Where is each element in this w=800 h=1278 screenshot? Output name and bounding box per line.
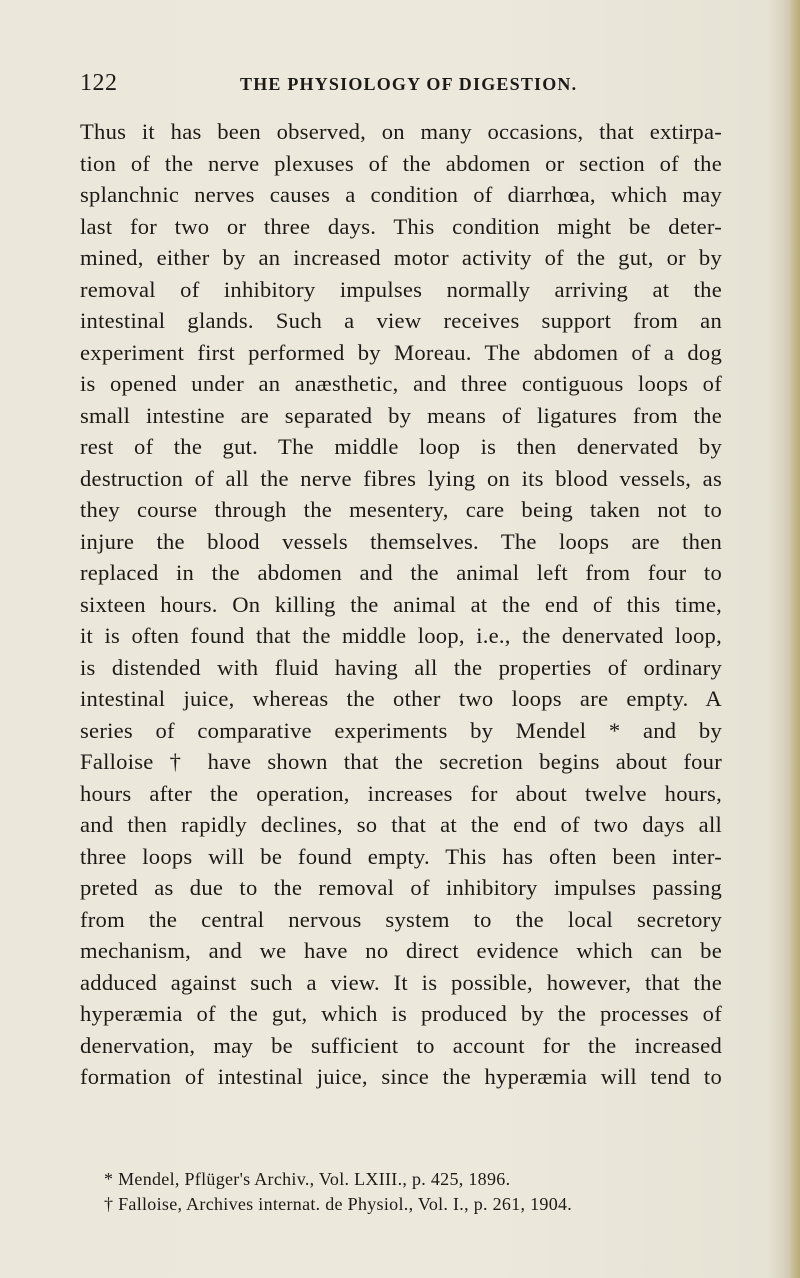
text-line: experiment first performed by Moreau. The abdomen of a dog	[80, 339, 722, 365]
text-line: replaced in the abdomen and the animal left from four to	[80, 560, 722, 586]
text-line: hyperæmia of the gut, which is produced by the processes of	[80, 1001, 722, 1027]
text-line: sixteen hours. On killing the animal at the end of this time,	[80, 591, 722, 617]
text-line: preted as due to the removal of inhibitory impulses passing	[80, 875, 722, 901]
footnotes	[104, 1167, 724, 1217]
text-line: last for two or three days. This condition might be deter-	[80, 213, 722, 239]
page-edge	[788, 0, 800, 1278]
text-line: intestinal juice, whereas the other two loops are empty. A	[80, 686, 722, 712]
text-line: mechanism, and we have no direct evidence which can be	[80, 938, 722, 964]
text-line: intestinal glands. Such a view receives support from an	[80, 308, 722, 334]
footnote-falloise: † Falloise, Archives internat. de Physiol., Vol. I., p. 261, 1904.	[104, 1194, 573, 1214]
text-line: small intestine are separated by means of ligatures from the	[80, 402, 722, 428]
text-line: hours after the operation, increases for about twelve hours,	[80, 780, 722, 806]
text-line: is distended with fluid having all the properties of ordinary	[80, 654, 722, 680]
text-line: is opened under an anæsthetic, and three contiguous loops of	[80, 371, 722, 397]
body-paragraph	[80, 116, 722, 1093]
text-line: from the central nervous system to the local secretory	[80, 906, 722, 932]
text-line: they course through the mesentery, care being taken not to	[80, 497, 722, 523]
text-line: splanchnic nerves causes a condition of diarrhœa, which may	[80, 182, 722, 208]
footnote-mendel: * Mendel, Pflüger's Archiv., Vol. LXIII., p. 425, 1896.	[104, 1169, 511, 1189]
text-line: denervation, may be sufficient to account for the increased	[80, 1032, 722, 1058]
text-line: Thus it has been observed, on many occasions, that extirpa-	[80, 119, 722, 144]
page-number: 122	[80, 70, 118, 96]
text-line: tion of the nerve plexuses of the abdomen or section of the	[80, 150, 722, 176]
text-line: formation of intestinal juice, since the hyperæmia will tend to	[80, 1064, 722, 1090]
text-line: rest of the gut. The middle loop is then denervated by	[80, 434, 722, 460]
text-line: three loops will be found empty. This has often been inter-	[80, 843, 722, 869]
running-title: THE PHYSIOLOGY OF DIGESTION.	[240, 74, 578, 94]
text-line: destruction of all the nerve fibres lying on its blood vessels, as	[80, 465, 722, 491]
page-header	[80, 68, 720, 98]
text-line: removal of inhibitory impulses normally arriving at the	[80, 276, 722, 302]
text-line: it is often found that the middle loop, i.e., the denervated loop,	[80, 623, 722, 649]
text-line: mined, either by an increased motor activity of the gut, or by	[80, 245, 722, 271]
text-line: series of comparative experiments by Mendel * and by	[80, 717, 722, 743]
text-line: injure the blood vessels themselves. The loops are then	[80, 528, 722, 554]
text-line: Falloise † have shown that the secretion begins about four	[80, 749, 722, 775]
text-line: and then rapidly declines, so that at the end of two days all	[80, 812, 722, 838]
text-line: adduced against such a view. It is possible, however, that the	[80, 969, 722, 995]
